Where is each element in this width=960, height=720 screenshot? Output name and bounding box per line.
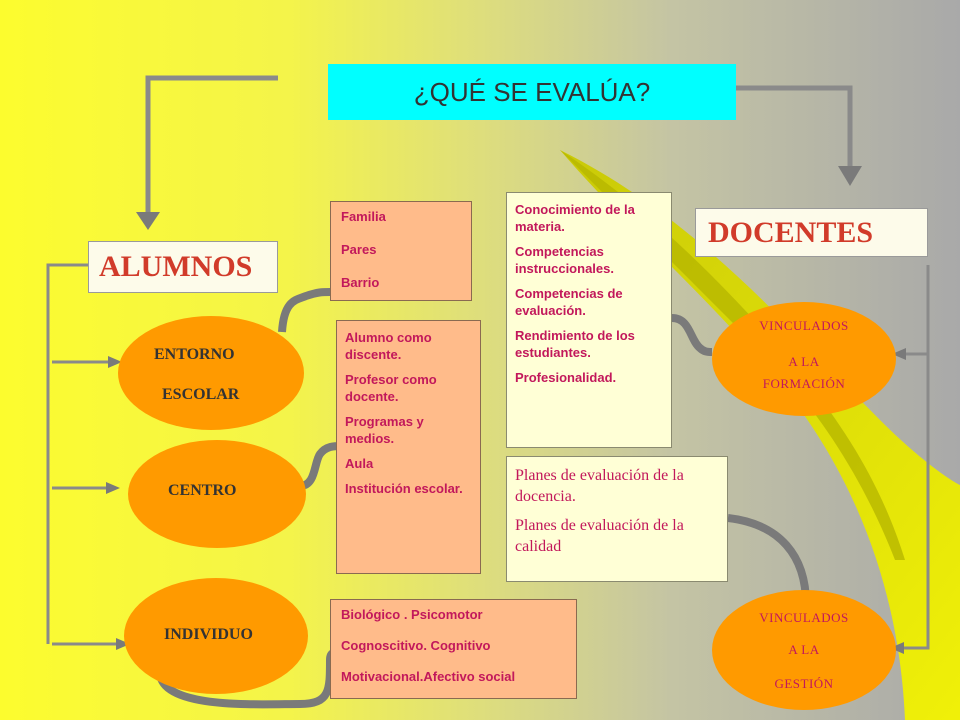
oval-label-line: A LA: [788, 354, 820, 369]
oval-label-line: ENTORNO: [154, 346, 235, 363]
entorno-escolar-oval: [118, 316, 304, 430]
oval-label: INDIVIDUO: [164, 626, 253, 643]
individuo-oval: [124, 578, 308, 694]
factor-item: Biológico . Psicomotor: [341, 607, 483, 622]
arrow-down-icon: [136, 212, 160, 230]
gestion-factors-box: [506, 456, 728, 582]
alumnos-heading: ALUMNOS: [88, 241, 278, 293]
factor-item: Planes de evaluación de la docencia.: [515, 467, 684, 505]
oval-label-line: A LA: [788, 642, 820, 657]
centro-factors-box: [336, 320, 481, 574]
factor-item: Alumno como discente.: [345, 330, 432, 362]
factor-item: Familia: [341, 209, 386, 224]
factor-item: Rendimiento de los estudiantes.: [515, 328, 635, 360]
factor-item: Planes de evaluación de la calidad: [515, 517, 684, 555]
arrow-down-icon: [838, 166, 862, 186]
factor-item: Profesionalidad.: [515, 370, 617, 385]
individuo-factors-box: [330, 599, 577, 699]
factor-item: Competencias instruccionales.: [515, 244, 614, 276]
factor-item: Motivacional.Afectivo social: [341, 669, 516, 684]
factor-item: Pares: [341, 242, 377, 257]
oval-label-line: ESCOLAR: [162, 386, 240, 403]
factor-item: Aula: [345, 456, 374, 471]
factor-item: Cognoscitivo. Cognitivo: [341, 638, 491, 653]
factor-item: Programas y medios.: [345, 414, 424, 446]
vinculados-gestion-oval: [712, 590, 896, 710]
factor-item: Profesor como docente.: [345, 372, 437, 404]
page-title: ¿QUÉ SE EVALÚA?: [328, 64, 736, 120]
oval-label-line: FORMACIÓN: [762, 376, 846, 391]
centro-oval: [128, 440, 306, 548]
vinculados-formacion-oval: [712, 302, 896, 416]
factor-item: Competencias de evaluación.: [515, 286, 623, 318]
oval-label-line: VINCULADOS: [759, 318, 849, 333]
docentes-heading: DOCENTES: [695, 208, 928, 257]
oval-label-line: VINCULADOS: [759, 610, 849, 625]
formacion-factors-box: [506, 192, 672, 448]
entorno-factors-box: [330, 201, 472, 301]
factor-item: Conocimiento de la materia.: [515, 202, 635, 234]
oval-label-line: GESTIÓN: [774, 676, 834, 691]
oval-label: CENTRO: [168, 482, 237, 499]
factor-item: Institución escolar.: [345, 481, 463, 496]
factor-item: Barrio: [341, 275, 380, 290]
